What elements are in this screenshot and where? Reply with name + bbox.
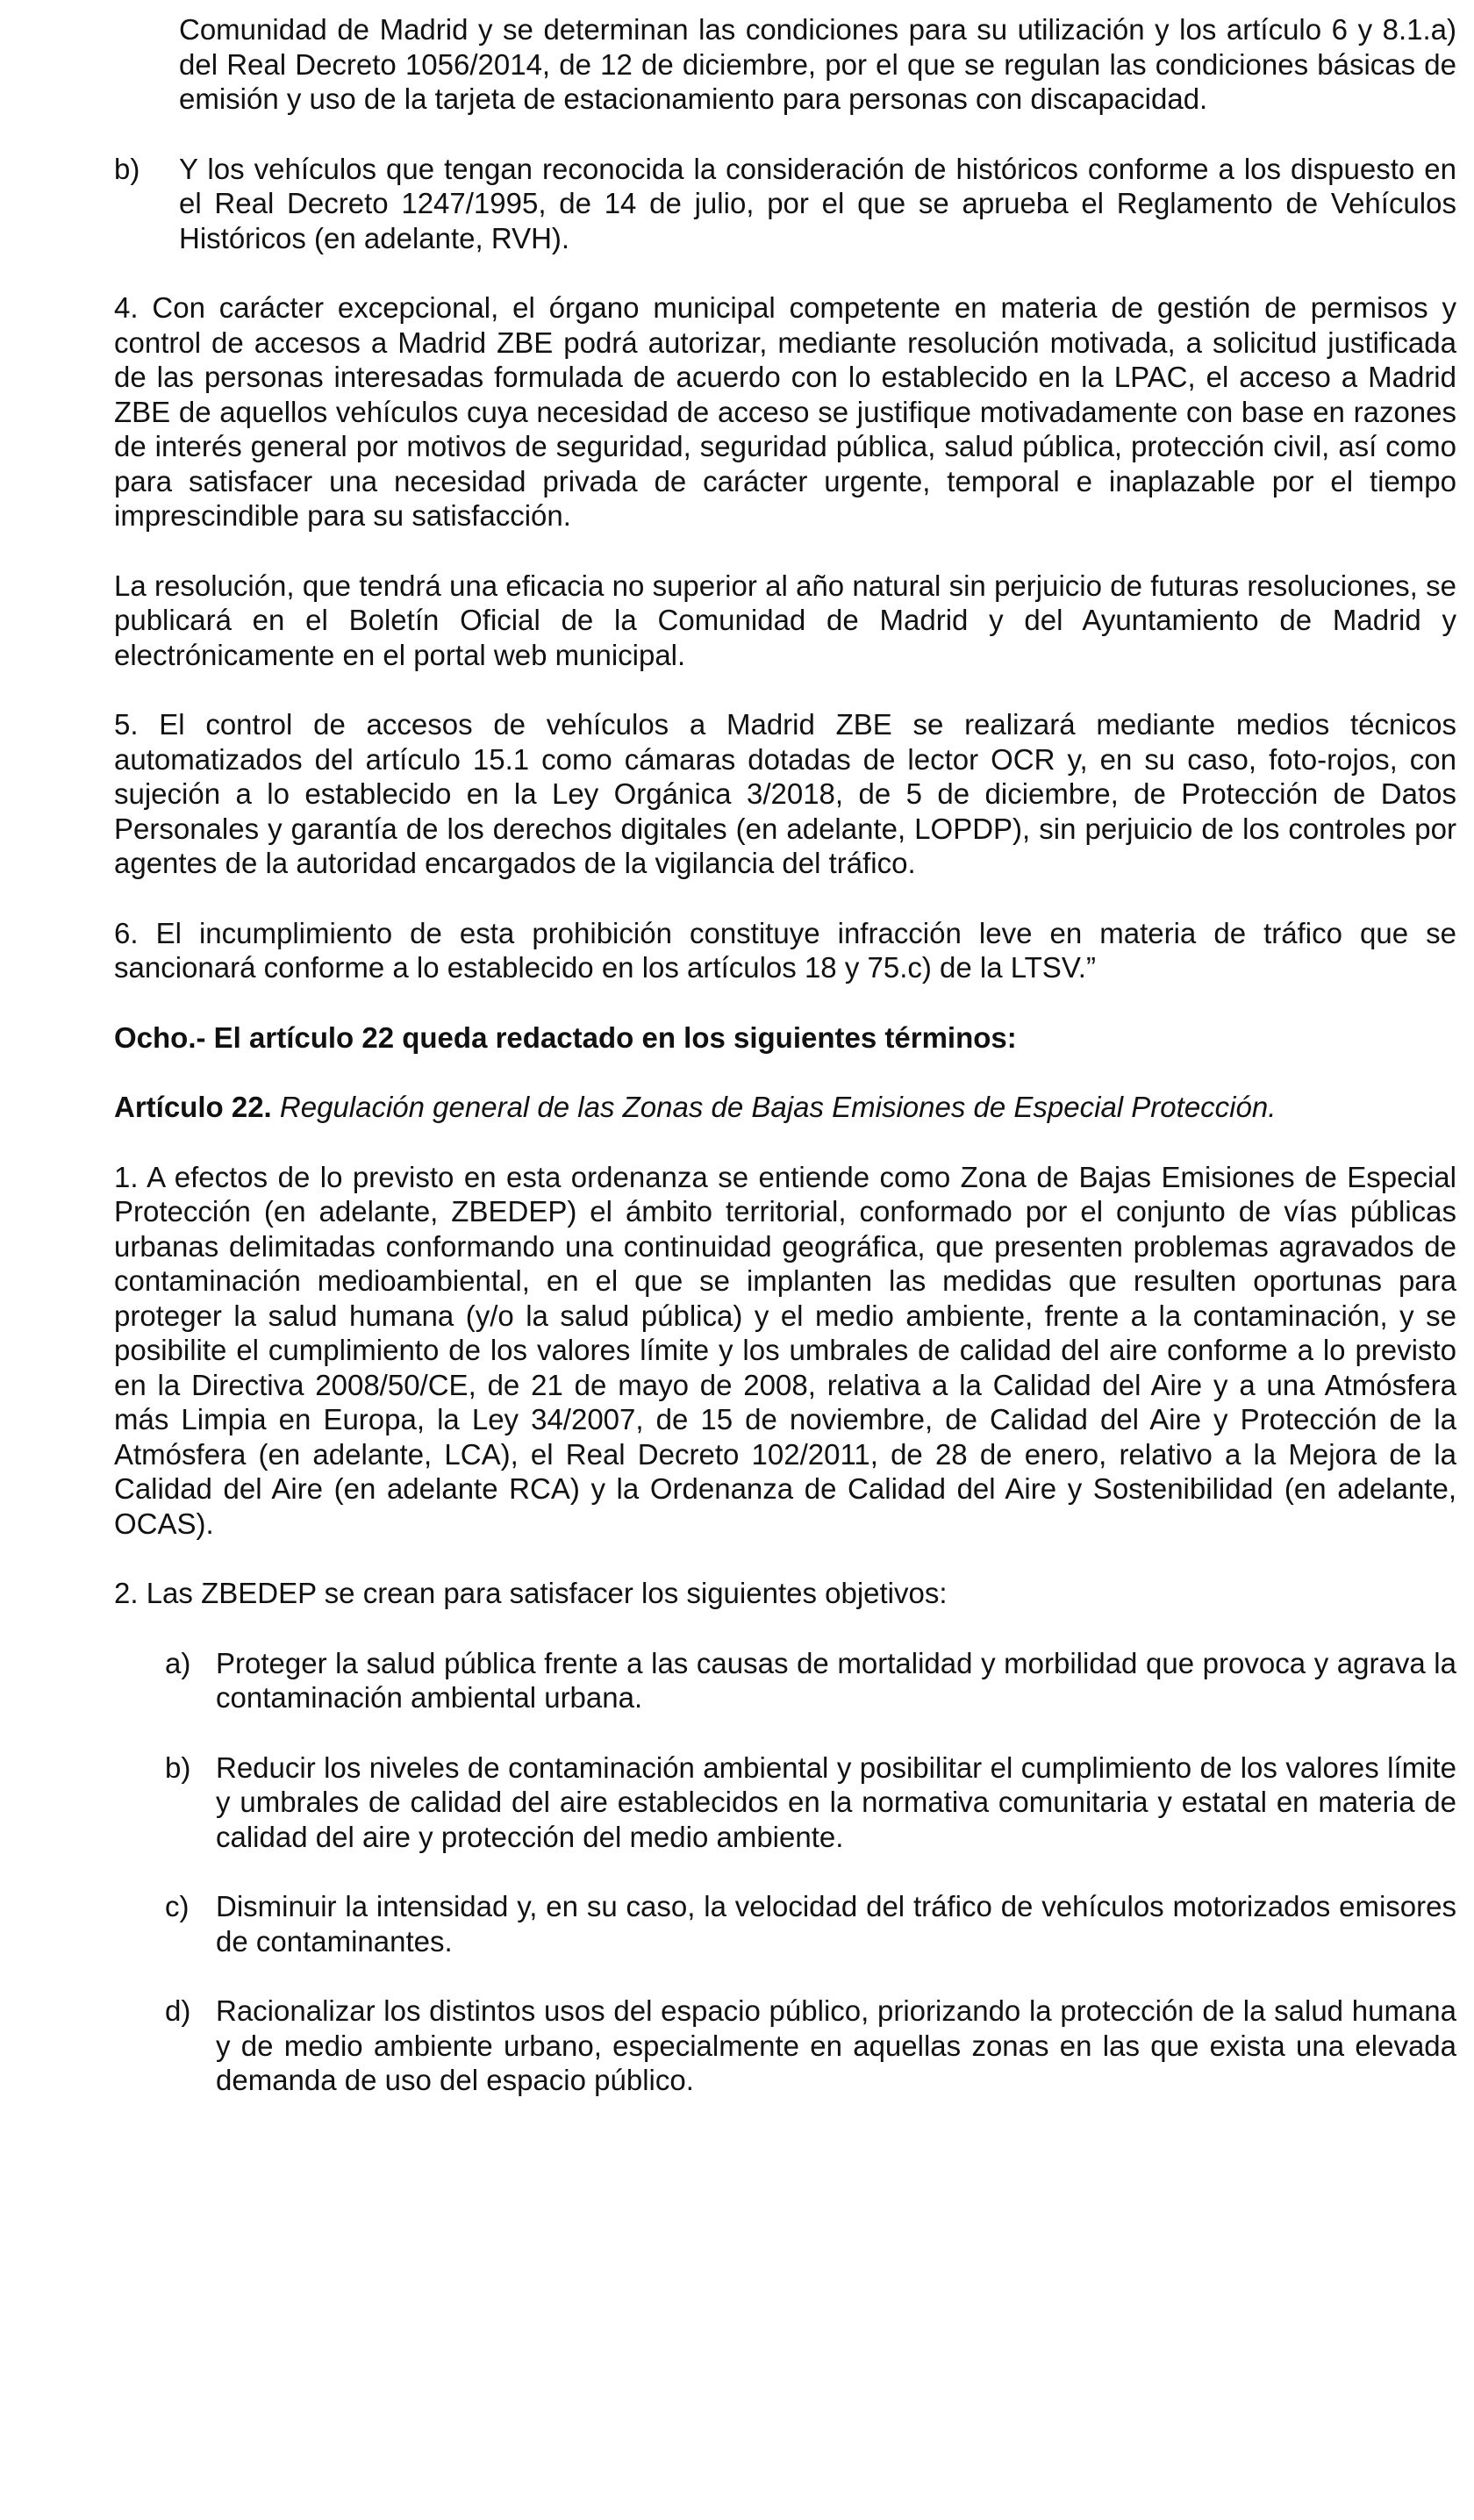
document-page [114,12,1456,2133]
objective-item-d [114,1994,1456,2098]
list-letter: b) [114,152,140,185]
paragraph-4: 4. Con carácter excepcional, el órgano municipal competente en materia de gestión de permisos y control de accesos a Madrid ZBE podrá autorizar, mediante resolución motivada, a solicitud justificada de las personas interesadas formulada de acuerdo con lo establecido en la LPAC, el acceso a Madrid ZBE de aquellos vehículos cuya necesidad de acceso se justifique motivadamente con base en razones de interés general por motivos de seguridad, seguridad pública, salud pública, protección civil, así como para satisfacer una necesidad privada de carácter urgente, temporal e inaplazable por el tiempo imprescindible para su satisfacción. [114,291,1456,532]
article-22-paragraph-1: 1. A efectos de lo previsto en esta ordenanza se entiende como Zona de Bajas Emisiones de Especial Protección (en adelante, ZBEDEP) el ámbito territorial, conformado por el conjunto de vías públicas urbanas delimitadas conformando una continuidad geográfica, que presenten problemas agravados de contaminación medioambiental, en el que se implanten las medidas que resulten oportunas para proteger la salud humana (y/o la salud pública) y el medio ambiente, frente a la contaminación, y se posibilite el cumplimiento de los valores límite y los umbrales de calidad del aire conforme a lo previsto en la Directiva 2008/50/CE, de 21 de mayo de 2008, relativa a la Calidad del Aire y a una Atmósfera más Limpia en Europa, la Ley 34/2007, de 15 de noviembre, de Calidad del Aire y Protección de la Atmósfera (en adelante, LCA), el Real Decreto 102/2011, de 28 de enero, relativo a la Mejora de la Calidad del Aire (en adelante RCA) y la Ordenanza de Calidad del Aire y Sostenibilidad (en adelante, OCAS). [114,1160,1456,1540]
article-22-title: Regulación general de las Zonas de Bajas Emisiones de Especial Protección. [279,1091,1277,1123]
objective-text: Racionalizar los distintos usos del espacio público, priorizando la protección de la salud humana y de medio ambiente urbano, especialmente en aquellas zonas en las que exista una elevada demanda de uso del espacio público. [216,1994,1456,2096]
section-heading-ocho: Ocho.- El artículo 22 queda redactado en los siguientes términos: [114,1020,1017,1054]
objective-text: Disminuir la intensidad y, en su caso, la velocidad del tráfico de vehículos motorizados emisores de contaminantes. [216,1890,1456,1958]
objective-item-a [114,1646,1456,1715]
objective-letter: a) [165,1646,191,1679]
objective-item-b [114,1750,1456,1855]
paragraph-6: 6. El incumplimiento de esta prohibición constituye infracción leve en materia de tráfico que se sancionará conforme a lo establecido en los artículos 18 y 75.c) de la LTSV.” [114,916,1456,984]
objective-letter: c) [165,1890,190,1922]
objective-letter: d) [165,1994,191,2027]
article-22-label: Artículo 22. [114,1091,272,1123]
article-22-heading [114,1090,1456,1125]
paragraph-continuation: Comunidad de Madrid y se determinan las condiciones para su utilización y los artículo 6 y 8.1.a) del Real Decreto 1056/2014, de 12 de diciembre, por el que se regulan las condiciones básicas de emisión y uso de la tarjeta de estacionamiento para personas con discapacidad. [179,13,1456,115]
paragraph-5: 5. El control de accesos de vehículos a Madrid ZBE se realizará mediante medios técnicos automatizados del artículo 15.1 como cámaras dotadas de lector OCR y, en su caso, foto-rojos, con sujeción a lo establecido en la Ley Orgánica 3/2018, de 5 de diciembre, de Protección de Datos Personales y garantía de los derechos digitales (en adelante, LOPDP), sin perjuicio de los controles por agentes de la autoridad encargados de la vigilancia del tráfico. [114,708,1456,879]
list-item-text: Y los vehículos que tengan reconocida la consideración de históricos conforme a los dispuesto en el Real Decreto 1247/1995, de 14 de julio, por el que se aprueba el Reglamento de Vehículos Históricos (en adelante, RVH). [179,152,1456,254]
objective-text: Proteger la salud pública frente a las causas de mortalidad y morbilidad que provoca y agrava la contaminación ambiental urbana. [216,1646,1456,1714]
objective-item-c [114,1889,1456,1958]
objective-text: Reducir los niveles de contaminación ambiental y posibilitar el cumplimiento de los valores límite y umbrales de calidad del aire establecidos en la normativa comunitaria y estatal en materia de calidad del aire y protección del medio ambiente. [216,1750,1456,1853]
article-22-paragraph-2: 2. Las ZBEDEP se crean para satisfacer los siguientes objetivos: [114,1577,948,1609]
list-item-b [114,152,1456,256]
paragraph-resolucion: La resolución, que tendrá una eficacia no superior al año natural sin perjuicio de futuras resoluciones, se publicará en el Boletín Oficial de la Comunidad de Madrid y del Ayuntamiento de Madrid y electrónicamente en el portal web municipal. [114,569,1456,671]
objective-letter: b) [165,1750,191,1784]
